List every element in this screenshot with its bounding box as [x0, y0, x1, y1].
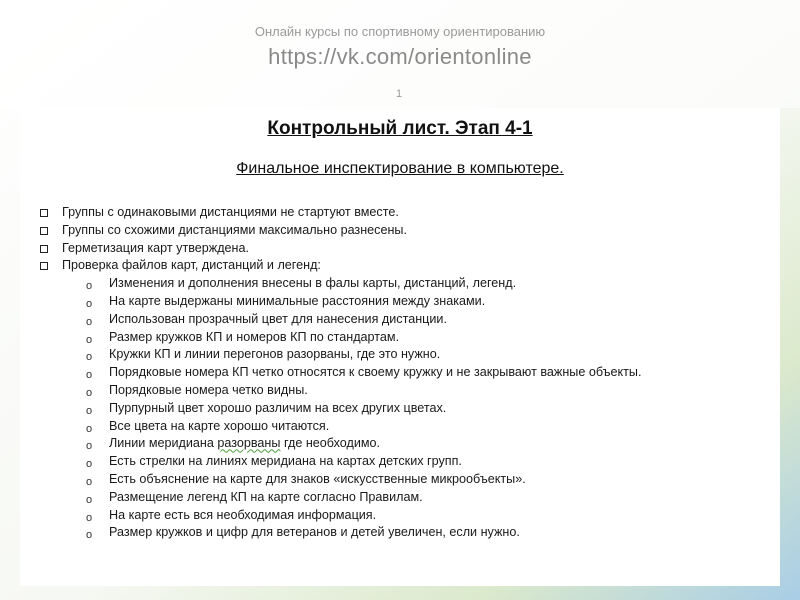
checklist-item [38, 240, 778, 258]
circle-bullet-icon: o [86, 315, 93, 328]
sub-item [38, 435, 778, 453]
checkbox-icon[interactable] [40, 245, 48, 253]
sub-item-label: Порядковые номера четко видны. [109, 382, 308, 397]
checkbox-icon[interactable] [40, 227, 48, 235]
circle-bullet-icon: o [86, 386, 93, 399]
circle-bullet-icon: o [86, 333, 93, 346]
sub-item [38, 275, 778, 293]
document-sheet [20, 108, 780, 586]
checklist-item [38, 222, 778, 240]
sub-item-label: Есть объяснение на карте для знаков «искусственные микрообъекты». [109, 471, 526, 486]
spellcheck-underline: разорваны [217, 436, 281, 451]
checklist-item-label: Герметизация карт утверждена. [62, 240, 250, 255]
checklist-item-label: Группы с одинаковыми дистанциями не стартуют вместе. [62, 205, 399, 219]
sub-item-label: Линии меридиана разорваны где необходимо. [109, 436, 381, 451]
sub-item [38, 418, 778, 436]
sub-item-label: Пурпурный цвет хорошо различим на всех других цветах. [109, 400, 447, 415]
vk-link[interactable]: https://vk.com/orientonline [268, 44, 532, 69]
checklist-item-label: Проверка файлов карт, дистанций и легенд: [62, 258, 321, 273]
sub-item-label: На карте есть вся необходимая информация. [109, 507, 377, 522]
sub-item-label: Есть стрелки на линиях меридиана на картах детских групп. [109, 454, 462, 469]
course-subtitle: Онлайн курсы по спортивному ориентированию [254, 24, 546, 39]
circle-bullet-icon: o [86, 493, 93, 506]
circle-bullet-icon: o [86, 280, 93, 293]
circle-bullet-icon: o [86, 297, 93, 310]
sub-item-label: Использован прозрачный цвет для нанесения дистанции. [109, 311, 447, 326]
sub-item-label: Размещение легенд КП на карте согласно Правилам. [109, 489, 423, 504]
sub-item [38, 346, 778, 364]
checkbox-icon[interactable] [40, 262, 48, 270]
sub-item-label: Кружки КП и линии перегонов разорваны, где это нужно. [109, 347, 441, 362]
document-title: Контрольный лист. Этап 4-1 [267, 118, 533, 139]
sub-item [38, 524, 778, 542]
circle-bullet-icon: o [86, 351, 93, 364]
circle-bullet-icon: o [86, 529, 93, 542]
checklist [38, 204, 778, 542]
circle-bullet-icon: o [86, 440, 93, 453]
sub-item-label: Размер кружков и цифр для ветеранов и детей увеличен, если нужно. [109, 525, 520, 540]
checklist-item [38, 257, 778, 275]
sub-item [38, 364, 778, 382]
sub-item-label: Изменения и дополнения внесены в фалы карты, дистанций, легенд. [109, 276, 517, 291]
sub-item [38, 453, 778, 471]
sub-item-label: На карте выдержаны минимальные расстояния между знаками. [109, 293, 486, 308]
circle-bullet-icon: o [86, 475, 93, 488]
checklist-item-label: Группы со схожими дистанциями максимально разнесены. [62, 222, 407, 237]
sub-item [38, 400, 778, 418]
sub-item [38, 382, 778, 400]
circle-bullet-icon: o [86, 458, 93, 471]
checklist-item [38, 204, 778, 222]
document-subtitle: Финальное инспектирование в компьютере. [236, 160, 564, 177]
sub-item-label: Порядковые номера КП четко относятся к своему кружку и не закрывают важные объекты. [109, 365, 642, 380]
sub-item [38, 489, 778, 507]
sub-item [38, 311, 778, 329]
checkbox-icon[interactable] [40, 209, 48, 217]
circle-bullet-icon: o [86, 404, 93, 417]
circle-bullet-icon: o [86, 369, 93, 382]
sub-item-label: Все цвета на карте хорошо читаются. [109, 418, 330, 433]
page-number: 1 [396, 88, 403, 100]
sub-item-label: Размер кружков КП и номеров КП по стандартам. [109, 329, 400, 344]
circle-bullet-icon: o [86, 422, 93, 435]
sub-item [38, 329, 778, 347]
sub-item [38, 293, 778, 311]
sub-item [38, 507, 778, 525]
circle-bullet-icon: o [86, 511, 93, 524]
sub-item [38, 471, 778, 489]
